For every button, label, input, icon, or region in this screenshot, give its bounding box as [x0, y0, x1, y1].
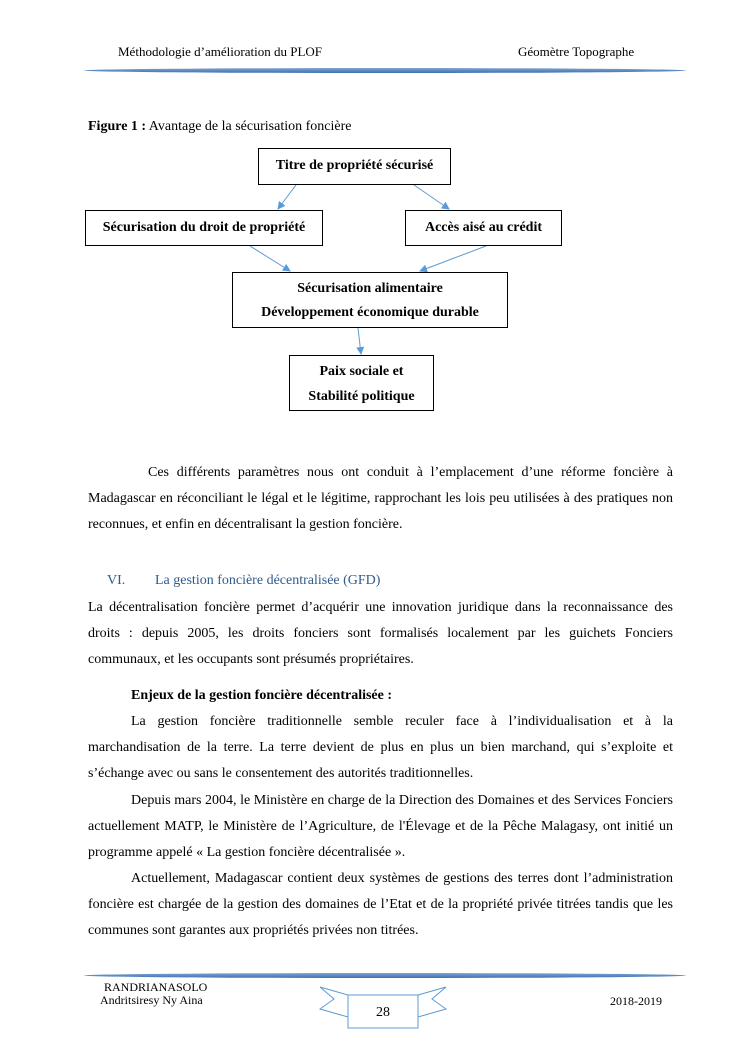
subheading: Enjeux de la gestion foncière décentralisée : — [131, 688, 393, 703]
arrow — [414, 185, 449, 209]
paragraph: Depuis mars 2004, le Ministère en charge de la Direction des Domaines et des Services Fonciers actuellement MATP, le Ministère de l’Agriculture, de l'Élevage et de la Pêche Malagasy, ont initié un programme appelé « La gestion foncière décentralisée ». — [88, 793, 673, 861]
box-credit-access: Accès aisé au crédit — [405, 210, 562, 246]
paragraph: La décentralisation foncière permet d’acquérir une innovation juridique dans la reconnaissance des droits : depuis 2005, les droits fonciers sont formalisés localement par les guichets Fonciers communaux, et les occupants sont présumés propriétaires. — [88, 600, 673, 668]
arrow — [250, 246, 290, 271]
footer-author — [100, 980, 208, 1007]
paragraph: Ces différents paramètres nous ont conduit à l’emplacement d’une réforme foncière à Madagascar en réconciliant le légal et le légitime, rapprochant les lois peu utilisées à des pratiques non reconnues, et enfin en décentralisant la gestion foncière. — [88, 465, 673, 533]
arrow — [278, 185, 296, 209]
author-name: RANDRIANASOLO — [104, 980, 208, 994]
box-line: Sécurisation alimentaire — [297, 281, 443, 296]
paragraph: La gestion foncière traditionnelle semble reculer face à l’individualisation et à la marchandisation de la terre. La terre devient de plus en plus un bien marchand, qui s’exploite et s’échange avec ou sans le consentement des autorités traditionnelles. — [88, 714, 673, 782]
footer-rule — [84, 973, 686, 978]
figure-label: Figure 1 : — [88, 119, 147, 134]
box-secure-title: Titre de propriété sécurisé — [258, 148, 451, 185]
box-line: Développement économique durable — [261, 305, 479, 320]
paragraph: Actuellement, Madagascar contient deux systèmes de gestions des terres dont l’administration foncière est chargée de la gestion des domaines de l’Etat et de la propriété privée titrées tandis que les communes sont garantes aux propriétés privées non titrées. — [88, 871, 673, 939]
footer-year: 2018-2019 — [610, 994, 662, 1008]
arrow — [420, 246, 486, 271]
figure-title: Avantage de la sécurisation foncière — [146, 119, 352, 134]
header-title: Méthodologie d’amélioration du PLOF — [118, 44, 323, 59]
section-heading: La gestion foncière décentralisée (GFD) — [155, 573, 381, 588]
author-name: Andritsiresy Ny Aina — [100, 993, 203, 1007]
header-subtitle: Géomètre Topographe — [518, 44, 635, 59]
page-number: 28 — [376, 1005, 390, 1020]
box-social-peace — [289, 355, 434, 411]
box-property-right: Sécurisation du droit de propriété — [85, 210, 323, 246]
section-number: VI. — [107, 573, 126, 588]
box-line: Stabilité politique — [308, 389, 415, 404]
box-food-security — [232, 272, 508, 328]
box-line: Paix sociale et — [319, 364, 404, 379]
arrow — [358, 328, 361, 354]
